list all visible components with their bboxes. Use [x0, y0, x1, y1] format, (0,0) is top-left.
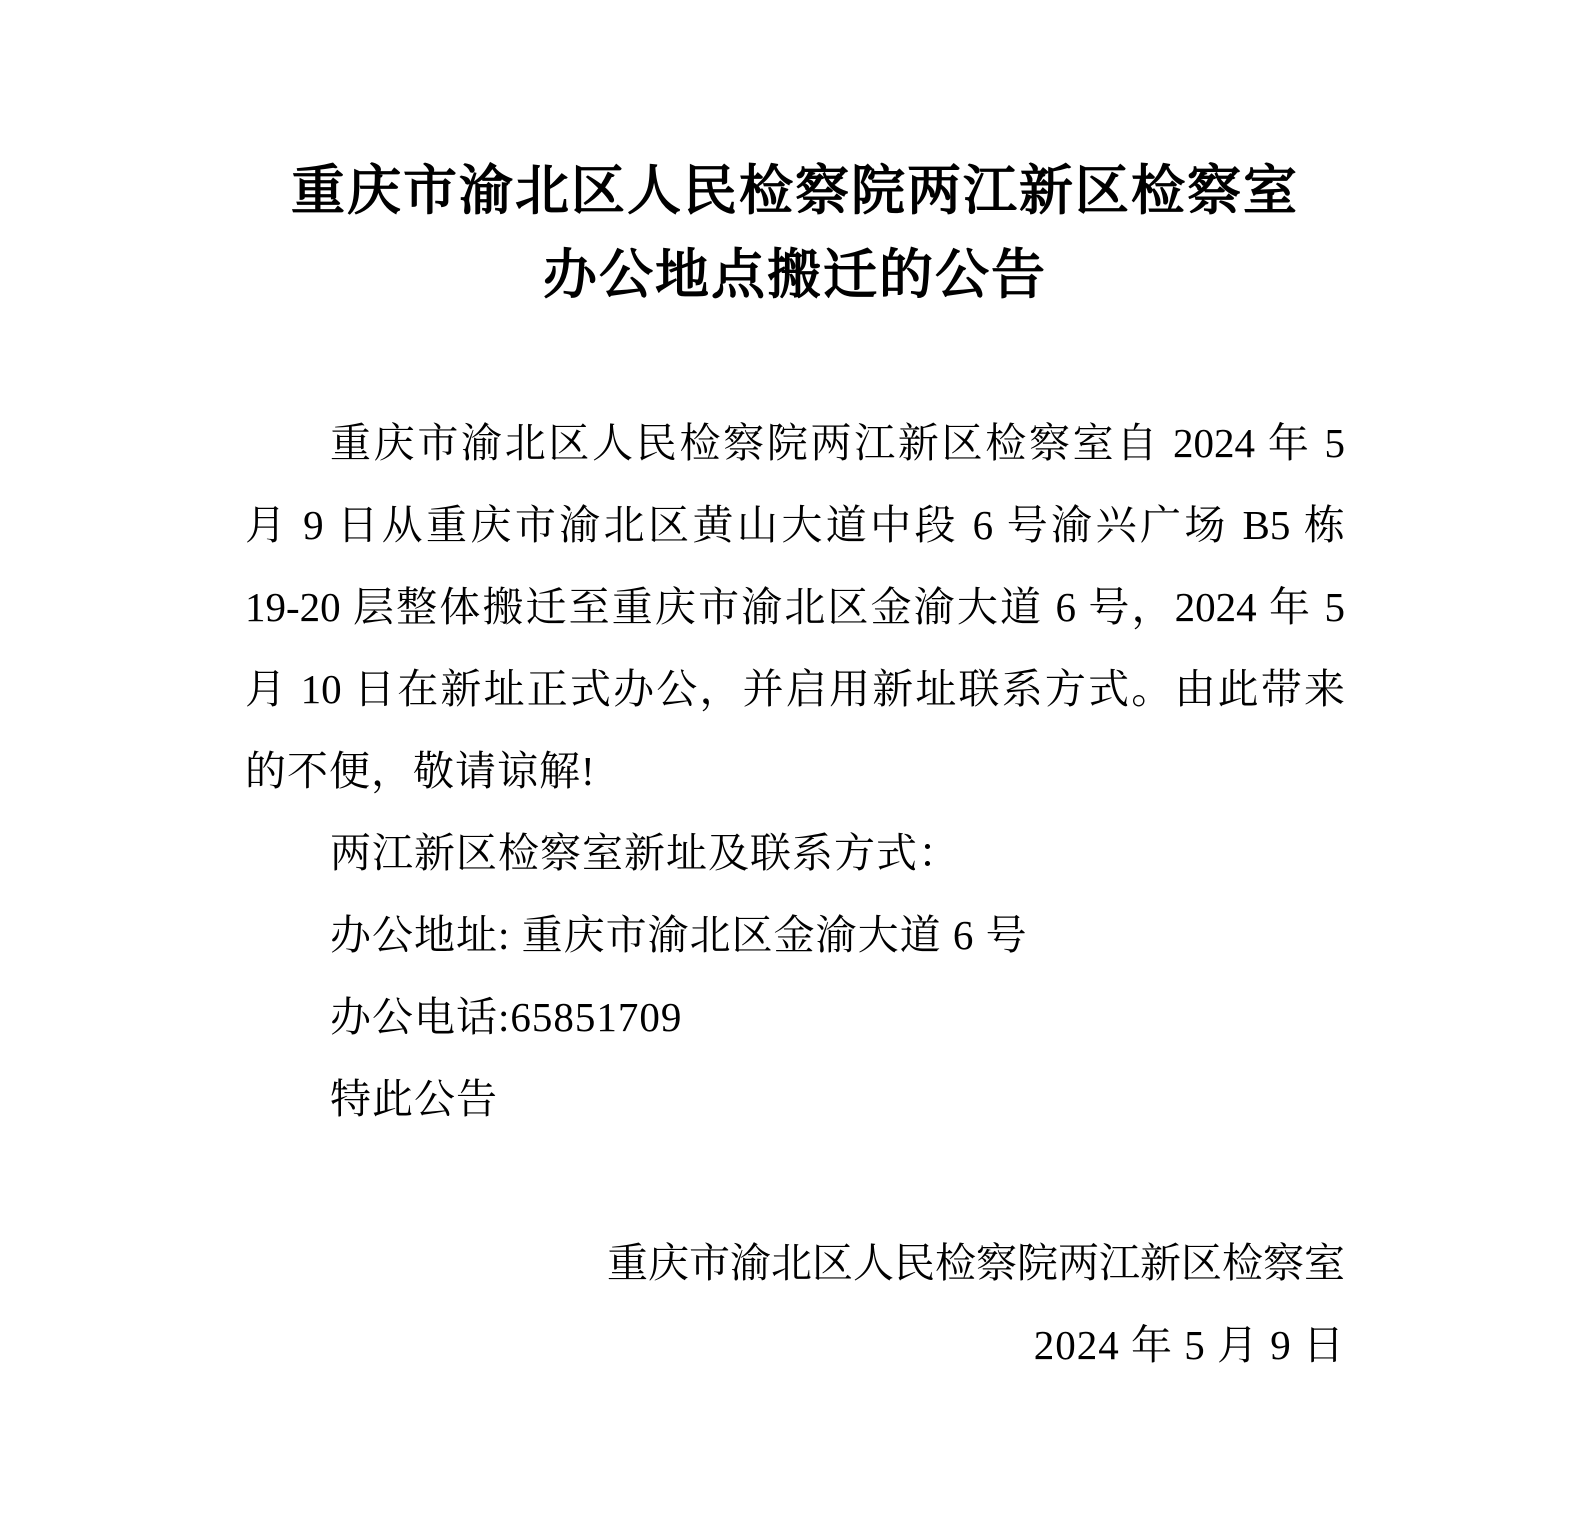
body-line-9: 特此公告 [330, 1076, 498, 1122]
blank-line-spacer [245, 1140, 1345, 1222]
body-line-4: 月 10 日在新址正式办公，并启用新址联系方式。由此带来 [245, 666, 1345, 712]
body-line-6: 两江新区检察室新址及联系方式： [330, 830, 960, 876]
document-title-line-2: 办公地点搬迁的公告 [543, 245, 1047, 305]
body-line-8: 办公电话:65851709 [330, 994, 683, 1040]
body-line-3: 19-20 层整体搬迁至重庆市渝北区金渝大道 6 号，2024 年 5 [245, 584, 1345, 630]
body-line-7: 办公地址: 重庆市渝北区金渝大道 6 号 [330, 912, 1028, 958]
body-line-2: 月 9 日从重庆市渝北区黄山大道中段 6 号渝兴广场 B5 栋 [245, 502, 1345, 548]
document-title-line-1: 重庆市渝北区人民检察院两江新区检察室 [291, 161, 1299, 221]
document-title [245, 149, 1345, 317]
document-content [245, 0, 1345, 1386]
body-line-1: 重庆市渝北区人民检察院两江新区检察室自 2024 年 5 [330, 420, 1345, 466]
signature-line: 重庆市渝北区人民检察院两江新区检察室 [607, 1240, 1345, 1286]
date-line: 2024 年 5 月 9 日 [1033, 1322, 1345, 1368]
body-line-5: 的不便，敬请谅解! [245, 748, 596, 794]
document-body [245, 402, 1345, 1140]
